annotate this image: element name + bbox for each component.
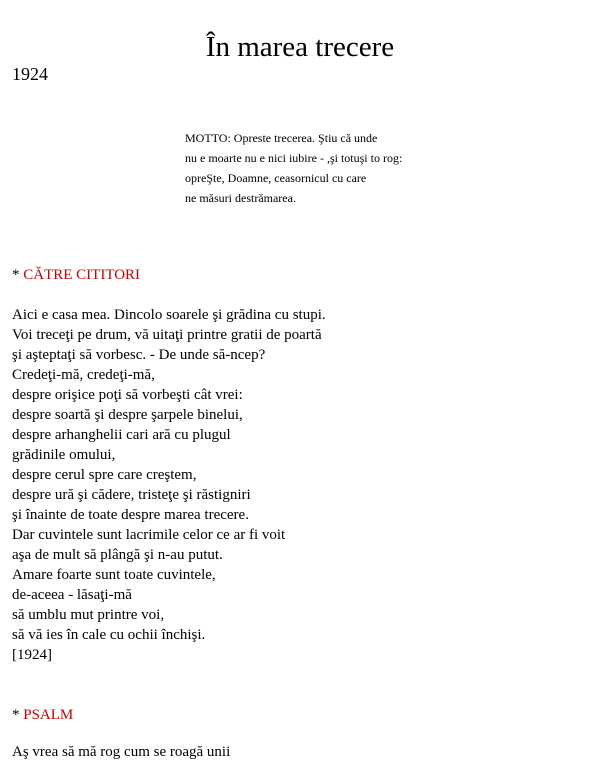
section-title-link[interactable]: CĂTRE CITITORI xyxy=(23,267,141,283)
poem-line: Voi treceţi pe drum, vă uitaţi printre gratii de poartă xyxy=(12,327,322,343)
page-title: În marea trecere xyxy=(205,31,395,63)
poem-line: şi înainte de toate despre marea trecere. xyxy=(12,507,249,523)
poem-line: şi aşteptaţi să vorbesc. - De unde să-ncep? xyxy=(12,347,266,363)
poem-line: să umblu mut printre voi, xyxy=(12,607,165,623)
poem-line: despre ură şi cădere, tristeţe şi răstigniri xyxy=(12,487,251,503)
poem-catre-cititori xyxy=(12,305,326,665)
poem-line: despre orişice poţi să vorbeşti cât vrei: xyxy=(12,387,243,403)
poem-line: să vă ies în cale cu ochii închişi. xyxy=(12,627,206,643)
poem-line: Aici e casa mea. Dincolo soarele şi grădina cu stupi. xyxy=(12,307,326,323)
poem-line: Amare foarte sunt toate cuvintele, xyxy=(12,567,216,583)
poem-line-partial: Aş vrea să mă rog cum se roagă unii xyxy=(12,744,231,760)
poem-line: despre cerul spre care creştem, xyxy=(12,467,197,483)
section-marker: * xyxy=(12,267,24,283)
motto-line: opreŞte, Doamne, ceasornicul cu care xyxy=(185,171,367,185)
motto-line: MOTTO: Opreste trecerea. Ştiu că unde xyxy=(185,131,378,145)
section-heading-psalm xyxy=(12,705,73,725)
section-heading-catre-cititori xyxy=(12,265,140,285)
poem-line: [1924] xyxy=(12,647,52,663)
motto-line: ne măsuri destrămarea. xyxy=(185,191,296,205)
motto-block xyxy=(185,128,402,208)
poem-year: 1924 xyxy=(12,64,48,84)
poem-line: despre arhanghelii cari ară cu plugul xyxy=(12,427,231,443)
poem-line: de-aceea - lăsaţi-mă xyxy=(12,587,132,603)
section-marker: * xyxy=(12,707,24,723)
poem-line: aşa de mult să plângă şi n-au putut. xyxy=(12,547,223,563)
poem-line: grădinile omului, xyxy=(12,447,116,463)
poem-line: Credeţi-mă, credeţi-mă, xyxy=(12,367,155,383)
section-title-link[interactable]: PSALM xyxy=(23,707,74,723)
poem-line: Dar cuvintele sunt lacrimile celor ce ar fi voit xyxy=(12,527,286,543)
motto-line: nu e moarte nu e nici iubire - ,şi totuşi to rog: xyxy=(185,151,403,165)
poem-line: despre soartă şi despre şarpele binelui, xyxy=(12,407,243,423)
